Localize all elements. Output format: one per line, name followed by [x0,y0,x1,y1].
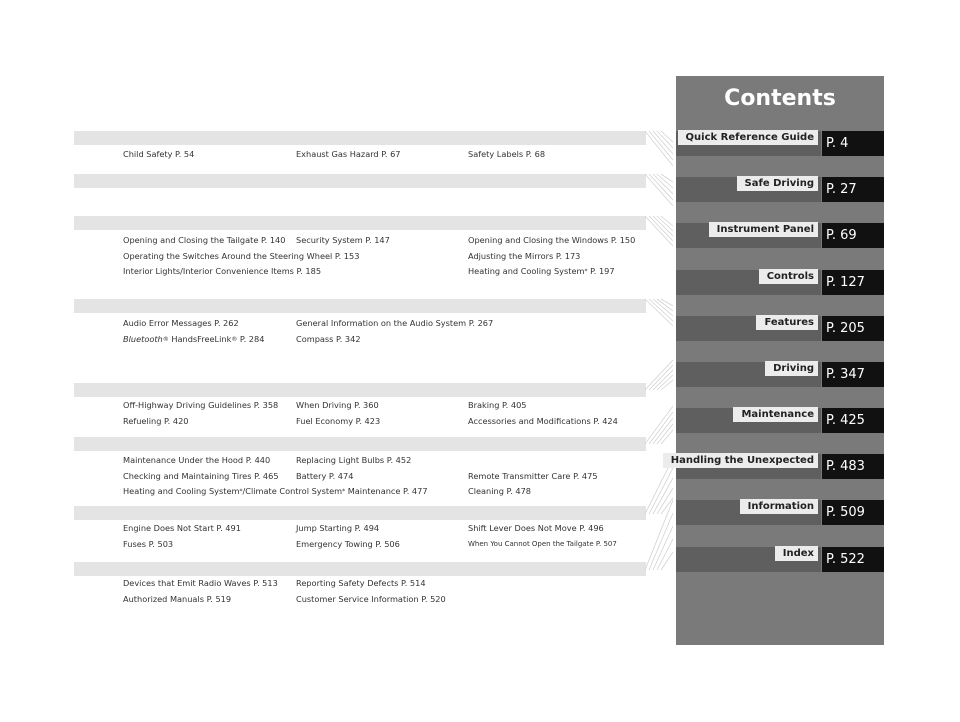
topic-link[interactable]: When Driving P. 360 [296,400,379,410]
tab-label: Instrument Panel [709,222,818,237]
topic-text: Heating and Cooling System [468,266,585,276]
topic-link[interactable]: Child Safety P. 54 [123,149,195,159]
topic-link[interactable]: Customer Service Information P. 520 [296,593,446,604]
registered-mark: ® [162,335,169,343]
topic-page: Maintenance P. 477 [345,486,428,496]
tab-label: Information [740,499,818,514]
topic-text-italic: Bluetooth [123,333,163,344]
topic-link[interactable]: Fuel Economy P. 423 [296,415,381,426]
topic-link[interactable]: Compass P. 342 [296,333,361,344]
section-band-information [74,562,646,576]
footnote-mark: * [584,268,588,275]
topic-link[interactable]: Refueling P. 420 [123,415,189,426]
tab-page: P. 483 [822,454,884,479]
tab-features[interactable] [676,316,884,341]
topic-link[interactable]: Jump Starting P. 494 [296,523,380,533]
tab-page: P. 69 [822,223,884,248]
tab-safe-driving[interactable] [676,177,884,202]
topic-link[interactable] [123,332,264,348]
section-band-handling-unexpected [74,506,646,520]
topic-link[interactable]: Operating the Switches Around the Steering Wheel P. 153 [123,250,360,261]
topic-link[interactable]: Authorized Manuals P. 519 [123,593,232,604]
topic-link[interactable]: Emergency Towing P. 506 [296,538,400,549]
tab-handling-the-unexpected[interactable] [670,454,884,479]
tab-page: P. 522 [822,547,884,572]
connector-lines-decoration [645,128,673,580]
footnote-mark: * [342,488,346,495]
tab-quick-reference-guide[interactable] [676,131,884,156]
tab-page: P. 425 [822,408,884,433]
topic-text: HandsFreeLink [168,333,232,344]
topic-text: /Climate Control System [242,486,343,496]
tab-page: P. 127 [822,270,884,295]
topic-link[interactable]: Braking P. 405 [468,400,527,410]
topic-link[interactable]: Opening and Closing the Windows P. 150 [468,235,636,245]
section-band-instrument-panel [74,174,646,188]
tab-page: P. 4 [822,131,884,156]
topic-link[interactable]: Maintenance Under the Hood P. 440 [123,455,271,465]
tab-information[interactable] [676,500,884,525]
tab-page: P. 509 [822,500,884,525]
topic-link[interactable]: Off-Highway Driving Guidelines P. 358 [123,400,279,410]
tab-driving[interactable] [676,362,884,387]
section-band-driving [74,383,646,397]
topic-link[interactable]: When You Cannot Open the Tailgate P. 507 [468,539,617,548]
tab-index[interactable] [676,547,884,572]
topic-link[interactable]: Accessories and Modifications P. 424 [468,415,618,426]
topic-link[interactable]: Safety Labels P. 68 [468,149,546,159]
topic-link[interactable]: Exhaust Gas Hazard P. 67 [296,149,401,159]
tab-label: Controls [759,269,818,284]
tab-label: Index [775,546,818,561]
topic-link[interactable]: Devices that Emit Radio Waves P. 513 [123,578,278,588]
topic-link[interactable] [468,264,615,280]
tab-label: Driving [765,361,818,376]
topic-link[interactable]: Shift Lever Does Not Move P. 496 [468,523,604,533]
topic-link[interactable]: Engine Does Not Start P. 491 [123,523,241,533]
topic-link[interactable]: Reporting Safety Defects P. 514 [296,578,426,588]
tab-page: P. 205 [822,316,884,341]
contents-title: Contents [724,86,836,111]
topic-link[interactable]: Replacing Light Bulbs P. 452 [296,455,412,465]
topic-link[interactable]: Opening and Closing the Tailgate P. 140 [123,235,286,245]
tab-label: Safe Driving [737,176,818,191]
topic-link[interactable]: Remote Transmitter Care P. 475 [468,470,598,481]
tab-label: Maintenance [733,407,818,422]
tab-page: P. 347 [822,362,884,387]
topic-text: Heating and Cooling System [123,486,240,496]
section-band-safe-driving [74,131,646,145]
footnote-mark: * [239,488,243,495]
registered-mark: ® [231,335,238,343]
topic-link[interactable]: Cleaning P. 478 [468,486,531,496]
topic-link[interactable]: Security System P. 147 [296,235,390,245]
topic-page: P. 197 [587,266,615,276]
contents-panel [670,76,884,645]
topic-page: P. 284 [237,333,265,344]
topic-link[interactable]: Fuses P. 503 [123,538,174,549]
section-band-controls [74,216,646,230]
topic-link[interactable]: Adjusting the Mirrors P. 173 [468,250,581,261]
tab-label: Handling the Unexpected [663,453,818,468]
tab-label: Features [756,315,818,330]
topic-link[interactable]: Battery P. 474 [296,470,354,481]
tab-page: P. 27 [822,177,884,202]
tab-controls[interactable] [676,270,884,295]
topic-link[interactable] [123,484,428,500]
tab-instrument-panel[interactable] [676,223,884,248]
topic-link[interactable]: Interior Lights/Interior Convenience Items P. 185 [123,266,322,276]
tab-label: Quick Reference Guide [678,130,818,145]
topic-link[interactable]: Checking and Maintaining Tires P. 465 [123,470,279,481]
section-band-maintenance [74,437,646,451]
topic-link[interactable]: General Information on the Audio System P. 267 [296,318,494,328]
tab-maintenance[interactable] [676,408,884,433]
topic-link[interactable]: Audio Error Messages P. 262 [123,318,239,328]
section-band-features [74,299,646,313]
